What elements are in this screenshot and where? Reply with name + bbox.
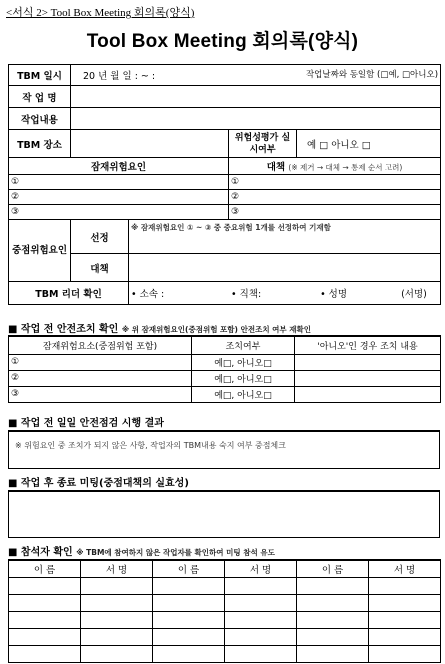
- attendee-sign-cell[interactable]: [81, 577, 153, 594]
- attendee-name-cell[interactable]: [297, 594, 369, 611]
- risk-eval-field[interactable]: [297, 130, 441, 158]
- tbm-date-label: TBM 일시: [9, 65, 71, 86]
- attendees-title: ■ 참석자 확인: [8, 547, 73, 558]
- pre-safety-col-status: 조치여부: [192, 336, 295, 354]
- key-hazard-label: 중점위험요인: [9, 220, 71, 282]
- daily-check-field[interactable]: [8, 430, 440, 469]
- attendee-name-cell[interactable]: [9, 628, 81, 645]
- measure-row-3[interactable]: ③: [229, 205, 441, 220]
- work-name-field[interactable]: [71, 86, 441, 108]
- leader-name: • 성명: [320, 289, 348, 300]
- pre-safety-section-title: [8, 320, 311, 335]
- attendee-sign-cell[interactable]: [225, 577, 297, 594]
- attendee-name-cell[interactable]: [9, 577, 81, 594]
- attendee-name-cell[interactable]: [9, 594, 81, 611]
- daily-check-note: ※ 위험요인 중 조치가 되지 않은 사항, 작업자의 TBM내용 숙지 여부 중점체크: [15, 441, 286, 450]
- tbm-place-field[interactable]: [71, 130, 229, 158]
- attendees-header-sign-2: 서 명: [225, 560, 297, 577]
- pre-safety-row-3-hazard[interactable]: ③: [9, 386, 192, 402]
- pre-safety-row-2-action[interactable]: [295, 370, 441, 386]
- pre-safety-row-3-action[interactable]: [295, 386, 441, 402]
- attendees-row: [9, 611, 441, 628]
- tbm-date-value: 20 년 월 일 : ~ :: [83, 71, 156, 82]
- risk-eval-label: 위험성평가 실시여부: [229, 130, 297, 158]
- key-hazard-select-label: 선정: [71, 220, 129, 254]
- tbm-date-field[interactable]: [71, 65, 441, 86]
- pre-safety-note: ※ 위 잠재위험요인(중점위험 포함) 안전조치 여부 재확인: [121, 325, 312, 334]
- attendees-header-sign-3: 서 명: [369, 560, 441, 577]
- pre-safety-col-hazard: 잠재위험요소(중점위험 포함): [9, 336, 192, 354]
- form-number-header: <서식 2> Tool Box Meeting 회의록(양식): [6, 7, 195, 19]
- leader-position: • 직책:: [231, 289, 262, 300]
- attendee-name-cell[interactable]: [153, 594, 225, 611]
- pre-safety-row-3-status[interactable]: 예□, 아니오□: [192, 386, 295, 402]
- key-hazard-select-note: ※ 잠재위험요인 ① ~ ③ 중 중요위험 1개를 선정하여 기재함: [131, 223, 331, 232]
- attendee-name-cell[interactable]: [9, 645, 81, 662]
- leader-sign: (서명): [401, 289, 427, 300]
- measures-header-label: 대책: [266, 162, 286, 173]
- hazards-header: 잠재위험요인: [9, 158, 229, 175]
- attendee-sign-cell[interactable]: [225, 645, 297, 662]
- attendee-name-cell[interactable]: [297, 611, 369, 628]
- measures-header: [229, 158, 441, 175]
- attendee-sign-cell[interactable]: [225, 594, 297, 611]
- attendee-sign-cell[interactable]: [81, 628, 153, 645]
- pre-safety-row-2-hazard[interactable]: ②: [9, 370, 192, 386]
- measure-row-1[interactable]: ①: [229, 175, 441, 190]
- tbm-info-table: [8, 64, 441, 305]
- tbm-leader-field[interactable]: [129, 282, 441, 305]
- attendees-row: [9, 594, 441, 611]
- attendees-row: [9, 577, 441, 594]
- closing-field[interactable]: [8, 490, 440, 538]
- pre-safety-col-action: '아니오'인 경우 조치 내용: [295, 336, 441, 354]
- attendee-sign-cell[interactable]: [225, 628, 297, 645]
- work-content-field[interactable]: [71, 108, 441, 130]
- attendee-name-cell[interactable]: [153, 628, 225, 645]
- pre-safety-row-1-status[interactable]: 예□, 아니오□: [192, 354, 295, 370]
- attendees-note: ※ TBM에 참여하지 않은 작업자를 확인하여 미팅 참석 유도: [76, 548, 275, 557]
- key-hazard-measure-field[interactable]: [129, 254, 441, 282]
- pre-safety-row-1-hazard[interactable]: ①: [9, 354, 192, 370]
- attendee-name-cell[interactable]: [153, 611, 225, 628]
- work-content-label: 작업내용: [9, 108, 71, 130]
- hazard-row-3[interactable]: ③: [9, 205, 229, 220]
- leader-affiliation: • 소속 :: [131, 289, 165, 300]
- attendee-name-cell[interactable]: [153, 645, 225, 662]
- attendee-sign-cell[interactable]: [81, 645, 153, 662]
- page-title: Tool Box Meeting 회의록(양식): [86, 31, 359, 52]
- attendee-name-cell[interactable]: [153, 577, 225, 594]
- attendee-name-cell[interactable]: [297, 645, 369, 662]
- attendee-name-cell[interactable]: [297, 628, 369, 645]
- attendee-sign-cell[interactable]: [369, 577, 441, 594]
- attendee-sign-cell[interactable]: [369, 611, 441, 628]
- work-name-label: 작 업 명: [9, 86, 71, 108]
- attendees-header-name-2: 이 름: [153, 560, 225, 577]
- attendees-header-name-3: 이 름: [297, 560, 369, 577]
- measure-row-2[interactable]: ②: [229, 190, 441, 205]
- attendee-sign-cell[interactable]: [225, 611, 297, 628]
- pre-safety-row-2-status[interactable]: 예□, 아니오□: [192, 370, 295, 386]
- tbm-date-note: 작업날짜와 동일함 (□예, □아니오): [305, 70, 439, 80]
- pre-safety-title: ■ 작업 전 안전조치 확인: [8, 324, 119, 335]
- closing-title: ■ 작업 후 종료 미팅(중점대책의 실효성): [8, 478, 189, 489]
- attendee-name-cell[interactable]: [9, 611, 81, 628]
- key-hazard-select-field[interactable]: [129, 220, 441, 254]
- attendee-sign-cell[interactable]: [81, 611, 153, 628]
- attendees-table: [8, 559, 441, 663]
- pre-safety-table: [8, 335, 441, 403]
- attendees-section-title: [8, 543, 275, 558]
- hazard-row-2[interactable]: ②: [9, 190, 229, 205]
- attendee-sign-cell[interactable]: [81, 594, 153, 611]
- attendees-header-sign-1: 서 명: [81, 560, 153, 577]
- key-hazard-measure-label: 대책: [71, 254, 129, 282]
- tbm-leader-label: TBM 리더 확인: [9, 282, 129, 305]
- daily-check-title: ■ 작업 전 일일 안전점검 시행 결과: [8, 418, 164, 429]
- measures-header-note: (※ 제거 → 대체 → 통제 순서 고려): [288, 163, 403, 172]
- attendees-row: [9, 628, 441, 645]
- attendees-header-name-1: 이 름: [9, 560, 81, 577]
- pre-safety-row-1-action[interactable]: [295, 354, 441, 370]
- attendee-sign-cell[interactable]: [369, 594, 441, 611]
- attendee-sign-cell[interactable]: [369, 628, 441, 645]
- risk-eval-value: 예 □ 아니오 □: [307, 139, 371, 151]
- hazard-row-1[interactable]: ①: [9, 175, 229, 190]
- attendees-row: [9, 645, 441, 662]
- attendee-sign-cell[interactable]: [369, 645, 441, 662]
- tbm-place-label: TBM 장소: [9, 130, 71, 158]
- attendee-name-cell[interactable]: [297, 577, 369, 594]
